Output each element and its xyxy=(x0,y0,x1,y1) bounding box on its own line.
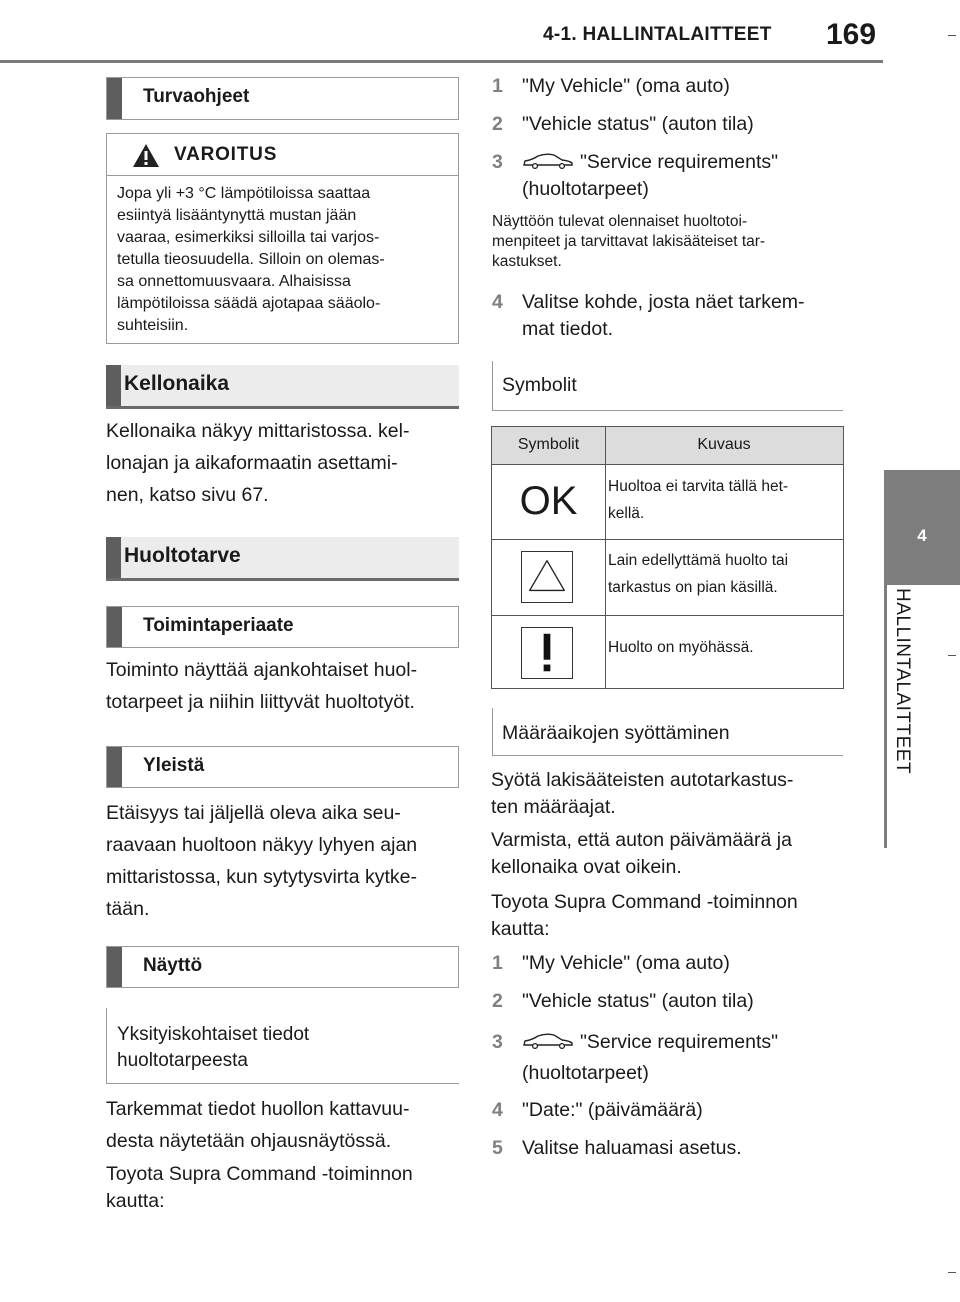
step-item xyxy=(492,1097,852,1124)
text-line: Näyttöön tulevat olennaiset huoltotoi- xyxy=(492,213,748,230)
command-paragraph-right xyxy=(491,889,844,943)
chapter-tab xyxy=(884,470,960,585)
text-line: Kellonaika näkyy mittaristossa. kel- xyxy=(106,420,410,442)
text-line: kellä. xyxy=(608,505,645,522)
step-text-line xyxy=(522,1029,778,1056)
step-item xyxy=(492,1135,852,1162)
step-text: Valitse haluamasi asetus. xyxy=(522,1137,742,1159)
warning-icon xyxy=(132,143,160,168)
crop-mark xyxy=(948,35,956,36)
step-number: 4 xyxy=(492,291,503,313)
text-line: Lain edellyttämä huolto tai xyxy=(608,552,789,569)
step-number: 4 xyxy=(492,1099,503,1121)
step-text: "Vehicle status" (auton tila) xyxy=(522,990,754,1012)
exclamation-icon xyxy=(522,628,572,678)
heading-text: Turvaohjeet xyxy=(143,86,250,107)
text-line: lonajan ja aikaformaatin asettami- xyxy=(106,452,398,474)
subsection-symbolit xyxy=(492,361,843,411)
heading-text: Toimintaperiaate xyxy=(143,615,294,636)
chapter-label: HALLINTALAITTEET xyxy=(892,588,913,775)
step-text: "Vehicle status" (auton tila) xyxy=(522,113,754,135)
section-title: 4-1. HALLINTALAITTEET xyxy=(543,24,772,45)
step-text: "My Vehicle" (oma auto) xyxy=(522,952,730,974)
symbol-table xyxy=(491,426,844,689)
text-line: Tarkemmat tiedot huollon kattavuu- xyxy=(106,1098,410,1120)
warning-title: VAROITUS xyxy=(174,144,278,165)
car-icon xyxy=(522,1033,574,1049)
warning-text xyxy=(117,183,453,337)
text-line: tään. xyxy=(106,898,150,920)
step-text-cont: (huoltotarpeet) xyxy=(522,1062,649,1084)
crop-mark xyxy=(948,1272,956,1273)
step-text-line xyxy=(522,149,778,176)
heading-kellonaika xyxy=(106,365,459,409)
kellonaika-paragraph xyxy=(106,415,459,511)
step-item xyxy=(492,73,852,100)
step-text: "Service requirements" xyxy=(580,151,779,173)
subsection-title: Määräaikojen syöttäminen xyxy=(502,722,730,744)
step-item xyxy=(492,149,852,205)
step-text-cont: (huoltotarpeet) xyxy=(522,178,649,200)
heading-text: Näyttö xyxy=(143,955,203,976)
text-line: raavaan huoltoon näkyy lyhyen ajan xyxy=(106,834,418,856)
subsection-title: Symbolit xyxy=(502,374,577,396)
syota-paragraph xyxy=(491,767,844,821)
varmista-paragraph xyxy=(491,827,844,881)
chapter-rule xyxy=(884,585,887,848)
tarkemmat-paragraph xyxy=(106,1093,459,1157)
step-text-cont: mat tiedot. xyxy=(522,318,614,340)
step-number: 1 xyxy=(492,952,503,974)
note-paragraph xyxy=(492,212,844,272)
table-row xyxy=(492,616,605,688)
heading-bar xyxy=(107,747,122,787)
symbol-description xyxy=(608,634,842,661)
text-line: sa onnettomuusvaara. Alhaisissa xyxy=(117,273,351,290)
page-number: 169 xyxy=(826,18,877,51)
step-number: 2 xyxy=(492,113,503,135)
toiminta-paragraph xyxy=(106,654,459,718)
table-row xyxy=(492,540,605,615)
text-line: menpiteet ja tarvittavat lakisääteiset tar- xyxy=(492,233,766,250)
heading-turvaohjeet xyxy=(106,77,459,120)
text-line: Huoltoa ei tarvita tällä het- xyxy=(608,478,789,495)
step-item xyxy=(492,988,852,1015)
step-text: "Service requirements" xyxy=(580,1031,779,1053)
step-text: "My Vehicle" (oma auto) xyxy=(522,75,730,97)
step-item xyxy=(492,1029,852,1087)
text-line: Huolto on myöhässä. xyxy=(608,639,754,656)
heading-yleista xyxy=(106,746,459,788)
text-line: kautta: xyxy=(106,1190,165,1212)
step-number: 1 xyxy=(492,75,503,97)
step-number: 3 xyxy=(492,151,503,173)
warning-box xyxy=(106,133,459,344)
car-icon xyxy=(522,153,574,169)
text-line: huoltotarpeesta xyxy=(117,1050,248,1071)
step-text: Valitse kohde, josta näet tarkem- xyxy=(522,291,805,313)
step-item xyxy=(492,950,852,977)
text-line: vaaraa, esimerkiksi silloilla tai varjos- xyxy=(117,229,380,246)
text-line: Syötä lakisääteisten autotarkastus- xyxy=(491,769,794,791)
step-number: 3 xyxy=(492,1031,503,1053)
text-line: tarkastus on pian käsillä. xyxy=(608,579,778,596)
step-item xyxy=(492,289,852,345)
chapter-number: 4 xyxy=(917,526,927,545)
text-line: ten määräajat. xyxy=(491,796,616,818)
text-line: Toiminto näyttää ajankohtaiset huol- xyxy=(106,659,418,681)
heading-text: Huoltotarve xyxy=(124,544,241,567)
subsection-maaraaikojen xyxy=(492,708,843,756)
text-line: Toyota Supra Command -toiminnon xyxy=(491,891,798,913)
heading-bar xyxy=(107,607,122,647)
heading-naytto xyxy=(106,946,459,988)
text-line: kellonaika ovat oikein. xyxy=(491,856,682,878)
symbol-description xyxy=(608,547,842,601)
symbol-frame xyxy=(521,551,573,603)
step-item xyxy=(492,111,852,138)
column-header: Kuvaus xyxy=(697,436,751,453)
symbol-description xyxy=(608,473,842,527)
header-divider xyxy=(0,60,883,63)
text-line: Yksityiskohtaiset tiedot xyxy=(117,1024,310,1045)
heading-toimintaperiaate xyxy=(106,606,459,648)
column-divider xyxy=(605,427,606,688)
heading-huoltotarve xyxy=(106,537,459,581)
heading-bar xyxy=(107,78,122,119)
text-line: desta näytetään ohjausnäytössä. xyxy=(106,1130,392,1152)
step-number: 2 xyxy=(492,990,503,1012)
text-line: Etäisyys tai jäljellä oleva aika seu- xyxy=(106,802,401,824)
warning-header xyxy=(107,134,458,176)
text-line: suhteisiin. xyxy=(117,317,189,334)
table-header xyxy=(492,427,843,465)
text-line: mittaristossa, kun sytytysvirta kytke- xyxy=(106,866,417,888)
heading-text: Kellonaika xyxy=(124,372,230,395)
text-line: lämpötiloissa säädä ajotapaa sääolo- xyxy=(117,295,381,312)
table-row xyxy=(492,465,605,539)
crop-mark xyxy=(948,655,956,656)
triangle-icon xyxy=(522,552,572,602)
symbol-frame xyxy=(521,627,573,679)
text-line: nen, katso sivu 67. xyxy=(106,484,269,506)
heading-bar xyxy=(106,365,121,406)
text-line: Jopa yli +3 °C lämpötiloissa saattaa xyxy=(117,185,371,202)
text-line: Varmista, että auton päivämäärä ja xyxy=(491,829,792,851)
text-line: kastukset. xyxy=(492,253,562,270)
yleista-paragraph xyxy=(106,797,459,925)
subheading-box xyxy=(106,1008,459,1084)
step-number: 5 xyxy=(492,1137,503,1159)
step-text: "Date:" (päivämäärä) xyxy=(522,1099,703,1121)
heading-bar xyxy=(106,537,121,578)
subheading-text xyxy=(117,1022,309,1074)
text-line: kautta: xyxy=(491,918,550,940)
ok-symbol: OK xyxy=(519,479,578,523)
text-line: esiintyä lisääntynyttä mustan jään xyxy=(117,207,357,224)
text-line: Toyota Supra Command -toiminnon xyxy=(106,1163,413,1185)
heading-bar xyxy=(107,947,122,987)
text-line: tetulla tieosuudella. Silloin on olemas- xyxy=(117,251,385,268)
heading-text: Yleistä xyxy=(143,755,205,776)
text-line: totarpeet ja niihin liittyvät huoltotyöt. xyxy=(106,691,415,713)
command-paragraph xyxy=(106,1161,459,1215)
column-header: Symbolit xyxy=(517,436,580,453)
